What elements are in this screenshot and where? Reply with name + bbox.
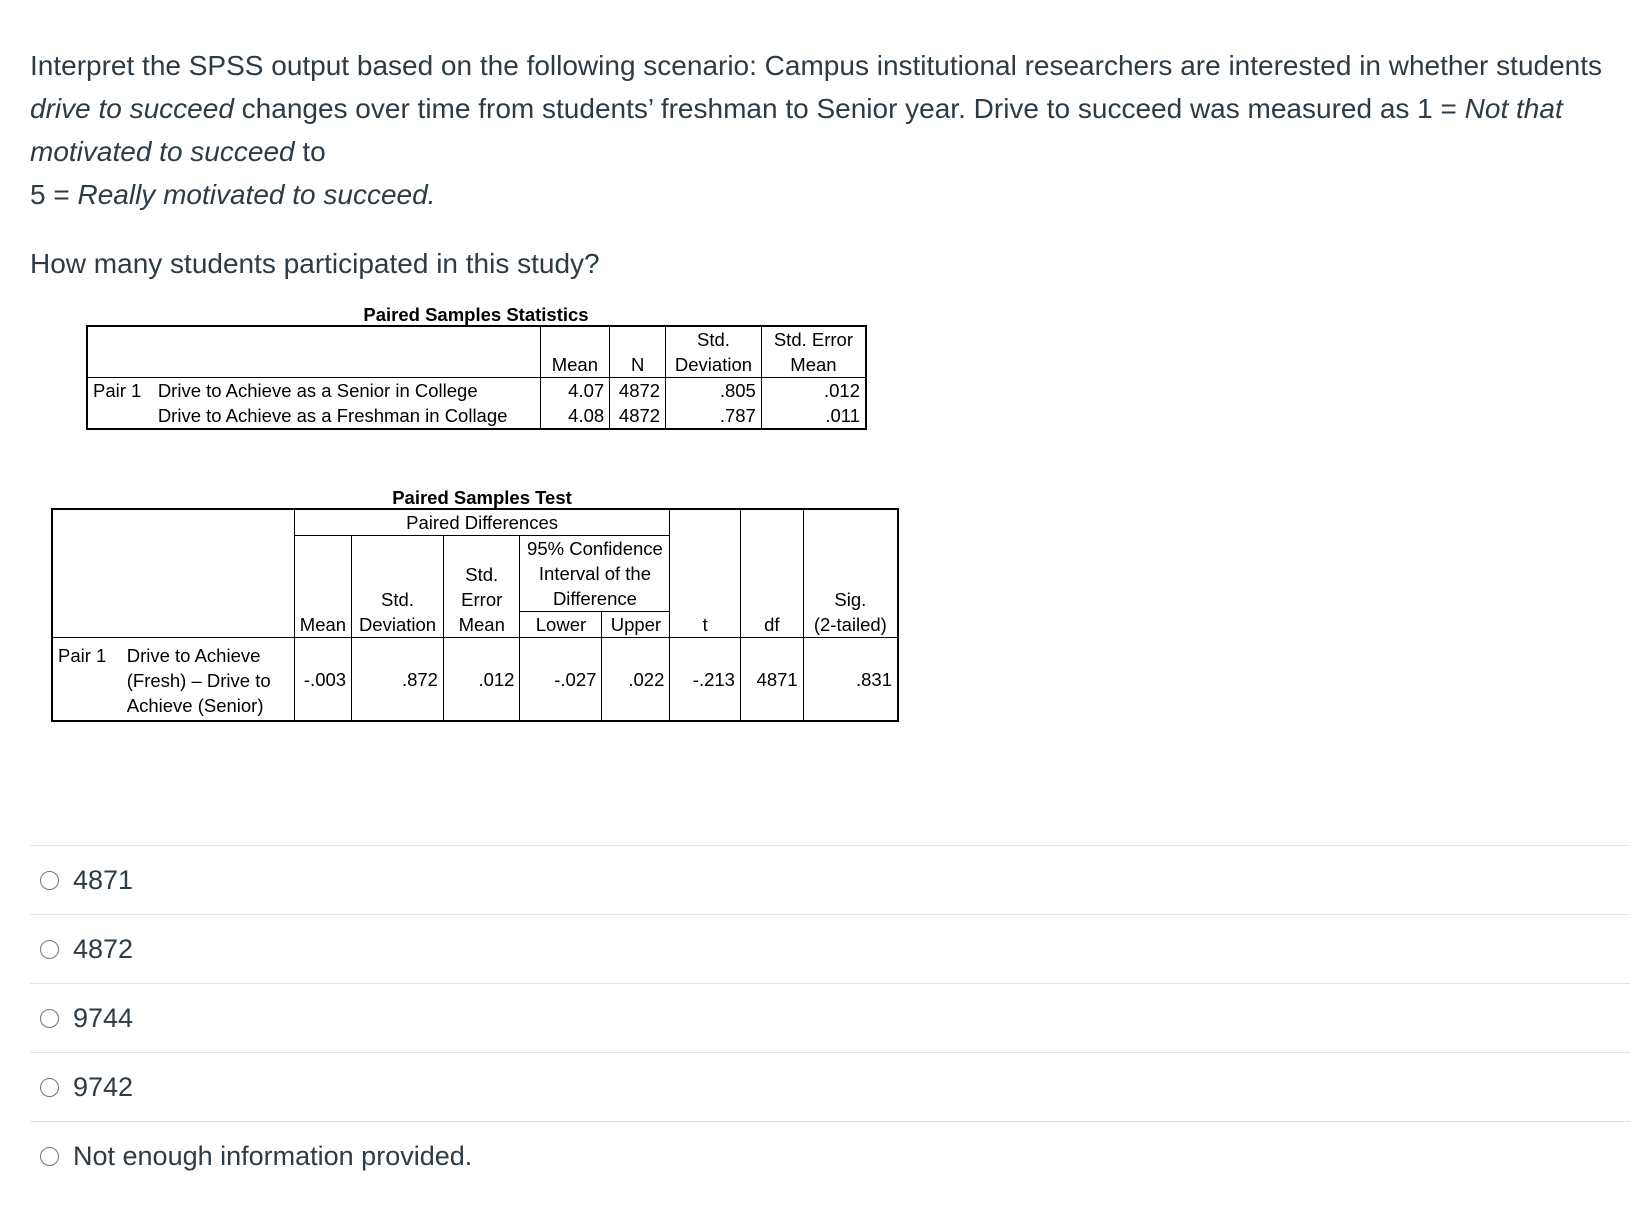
pair-label: Pair 1 [87, 378, 153, 404]
radio-button[interactable] [40, 871, 59, 890]
pair-label: Pair 1 [52, 638, 122, 722]
stats-header-sd: Std. [666, 326, 762, 352]
paired-samples-statistics-table [86, 325, 867, 430]
stats-header-n: N [610, 352, 666, 378]
answer-label: 4871 [73, 864, 134, 895]
row-label: Drive to Achieve (Fresh) – Drive to Achieve (Senior) [122, 638, 295, 722]
test-header-upper: Upper [602, 612, 670, 638]
test-header-se: Std. Error [443, 536, 520, 612]
test-header-ci: 95% Confidence Interval of the Difference [520, 536, 670, 612]
answer-options [30, 845, 1630, 1190]
answer-option-not-enough-info[interactable] [30, 1121, 1630, 1190]
stats-header-sd-2: Deviation [666, 352, 762, 378]
test-header-sd-2: Deviation [352, 612, 444, 638]
test-header-mean: Mean [294, 612, 351, 638]
row-label: Drive to Achieve as a Freshman in Collage [153, 403, 540, 429]
question-prompt: Interpret the SPSS output based on the following scenario: Campus institutional researchers are interested in whether students drive to succeed changes over time from students’ freshman to Senior year. Drive to succeed was measured as 1 = Not that motivated to succeed to 5 = Really motivated to succeed. [30, 50, 1603, 210]
table-row: Pair 1 Drive to Achieve (Fresh) – Drive to Achieve (Senior) -.003 .872 .012 -.027 .022 -.213 4871 .831 [52, 638, 898, 722]
test-table-title: Paired Samples Test [392, 487, 572, 508]
answer-label: 9744 [73, 1002, 134, 1033]
test-header-se-3: Mean [443, 612, 520, 638]
answer-option-4871[interactable] [30, 845, 1630, 914]
radio-button[interactable] [40, 940, 59, 959]
answer-option-9744[interactable] [30, 983, 1630, 1052]
test-header-t: t [670, 612, 741, 638]
question-text: How many students participated in this study? [30, 248, 600, 279]
answer-label: Not enough information provided. [73, 1140, 473, 1171]
test-header-sig: Sig. [803, 536, 898, 612]
table-row: Pair 1 Drive to Achieve as a Senior in College 4.07 4872 .805 .012 [87, 378, 866, 404]
stats-header-mean: Mean [540, 352, 610, 378]
row-label: Drive to Achieve as a Senior in College [153, 378, 540, 404]
answer-option-4872[interactable] [30, 914, 1630, 983]
paired-samples-test-table [51, 508, 899, 722]
table-row: Drive to Achieve as a Freshman in Collage 4.08 4872 .787 .011 [87, 403, 866, 429]
test-header-sig-2: (2-tailed) [803, 612, 898, 638]
radio-button[interactable] [40, 1078, 59, 1097]
stats-header-se: Std. Error [761, 326, 866, 352]
test-header-df: df [740, 612, 803, 638]
answer-label: 4872 [73, 933, 134, 964]
radio-button[interactable] [40, 1147, 59, 1166]
paired-differences-header: Paired Differences [294, 509, 670, 536]
radio-button[interactable] [40, 1009, 59, 1028]
answer-option-9742[interactable] [30, 1052, 1630, 1121]
stats-table-title: Paired Samples Statistics [363, 304, 589, 325]
test-header-lower: Lower [520, 612, 602, 638]
stats-header-se-2: Mean [761, 352, 866, 378]
answer-label: 9742 [73, 1071, 134, 1102]
test-header-sd: Std. [352, 536, 444, 612]
